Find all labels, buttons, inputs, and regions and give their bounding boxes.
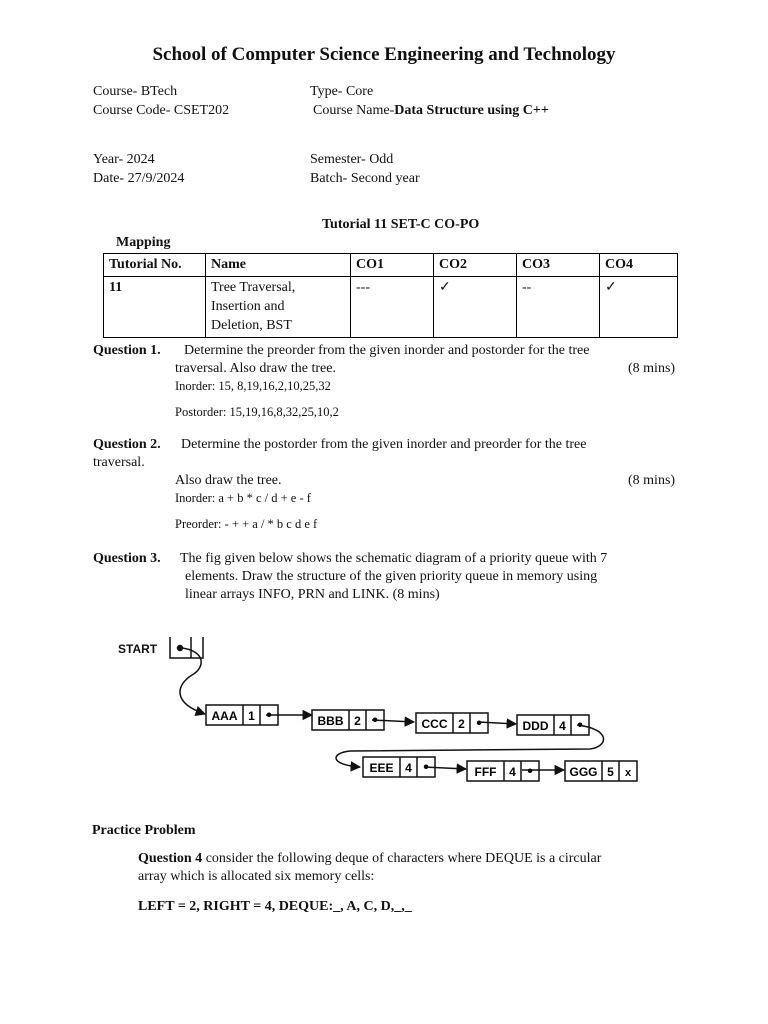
- course-name-value: Data Structure using C++: [394, 103, 549, 118]
- node-link: •: [266, 707, 272, 724]
- tutorial-heading: Tutorial 11 SET-C CO-PO: [322, 217, 480, 232]
- priority-queue-diagram: [0, 625, 768, 800]
- question-1-inorder: Inorder: 15, 8,19,16,2,10,25,32: [175, 379, 331, 393]
- question-4-values: LEFT = 2, RIGHT = 4, DEQUE:_, A, C, D,_,_: [138, 899, 412, 914]
- cell-tutorial-no: 11: [104, 277, 206, 338]
- question-3-text-3: linear arrays INFO, PRN and LINK. (8 mins): [185, 587, 440, 602]
- type-field: Type- Core: [310, 84, 374, 99]
- node-priority: 2: [458, 717, 465, 731]
- node-info: EEE: [369, 761, 394, 775]
- node-priority: 4: [509, 765, 516, 779]
- page-title: School of Computer Science Engineering and Technology: [152, 44, 616, 65]
- node-link: x: [624, 767, 632, 779]
- practice-heading: Practice Problem: [92, 823, 196, 838]
- node-info: DDD: [522, 719, 549, 733]
- table-row: [104, 277, 678, 338]
- header-co2: CO2: [434, 254, 517, 277]
- question-1-text-2: traversal. Also draw the tree.: [175, 361, 336, 376]
- header-co4: CO4: [600, 254, 678, 277]
- queue-node: [416, 713, 488, 733]
- question-4-line-2: array which is allocated six memory cells:: [138, 869, 375, 884]
- question-1-time: (8 mins): [628, 361, 676, 376]
- question-4-text: [138, 851, 601, 867]
- question-3-text: The fig given below shows the schematic diagram of a priority queue with 7: [180, 551, 608, 566]
- batch-field: Batch- Second year: [310, 171, 420, 186]
- node-info: BBB: [317, 714, 344, 728]
- question-1-postorder: Postorder: 15,19,16,8,32,25,10,2: [175, 405, 339, 419]
- semester-field: Semester- Odd: [310, 152, 394, 167]
- node-list: [206, 705, 637, 781]
- question-3-label: Question 3.: [93, 551, 161, 566]
- table-header-row: [104, 254, 678, 277]
- cell-name-line: Insertion and: [211, 299, 285, 314]
- question-2-text-3: Also draw the tree.: [175, 473, 282, 488]
- question-3-text-2: elements. Draw the structure of the given priority queue in memory using: [185, 569, 598, 584]
- node-link: •: [577, 717, 583, 734]
- question-1-label: Question 1.: [93, 343, 161, 358]
- course-name-field: [313, 103, 549, 119]
- course-code-field: Course Code- CSET202: [93, 103, 230, 118]
- cell-name-line: Deletion, BST: [211, 318, 292, 333]
- question-2-preorder: Preorder: - + + a / * b c d e f: [175, 517, 318, 531]
- node-info: CCC: [421, 717, 448, 731]
- node-info: AAA: [211, 709, 238, 723]
- question-2-label: Question 2.: [93, 437, 161, 452]
- node-link: •: [423, 759, 429, 776]
- node-info: FFF: [474, 765, 497, 779]
- date-field: Date- 27/9/2024: [93, 171, 185, 186]
- question-2-time: (8 mins): [628, 473, 676, 488]
- header-name: Name: [206, 254, 351, 277]
- start-label: START: [118, 642, 158, 656]
- question-2-text-2: traversal.: [93, 455, 145, 470]
- question-4-line-1: consider the following deque of characters where DEQUE is a circular: [202, 851, 602, 866]
- node-priority: 2: [354, 714, 361, 728]
- queue-node: [467, 761, 539, 781]
- header-tutorial-no: Tutorial No.: [104, 254, 206, 277]
- queue-node: [565, 761, 637, 781]
- header-co3: CO3: [517, 254, 600, 277]
- cell-co1: ---: [351, 277, 434, 338]
- node-link: •: [527, 763, 533, 780]
- question-2-text: Determine the postorder from the given inorder and preorder for the tree: [181, 437, 587, 452]
- year-field: Year- 2024: [93, 152, 155, 167]
- node-link: •: [372, 712, 378, 729]
- cell-name-line: Tree Traversal,: [211, 280, 296, 295]
- cell-co3: --: [517, 277, 600, 338]
- course-field: Course- BTech: [93, 84, 178, 99]
- cell-name: [206, 277, 351, 338]
- question-2-inorder: Inorder: a + b * c / d + e - f: [175, 491, 311, 505]
- node-priority: 5: [607, 765, 614, 779]
- header-co1: CO1: [351, 254, 434, 277]
- course-name-label: Course Name-: [313, 103, 395, 118]
- node-link: •: [476, 715, 482, 732]
- node-info: GGG: [569, 765, 598, 779]
- question-1-text: Determine the preorder from the given inorder and postorder for the tree: [184, 343, 590, 358]
- node-priority: 4: [559, 719, 566, 733]
- node-priority: 4: [405, 761, 412, 775]
- cell-co2: ✓: [434, 277, 517, 338]
- co-po-mapping-table: [103, 253, 678, 338]
- cell-co4: ✓: [600, 277, 678, 338]
- question-4-label: Question 4: [138, 851, 203, 866]
- node-priority: 1: [248, 709, 255, 723]
- mapping-label: Mapping: [116, 235, 171, 250]
